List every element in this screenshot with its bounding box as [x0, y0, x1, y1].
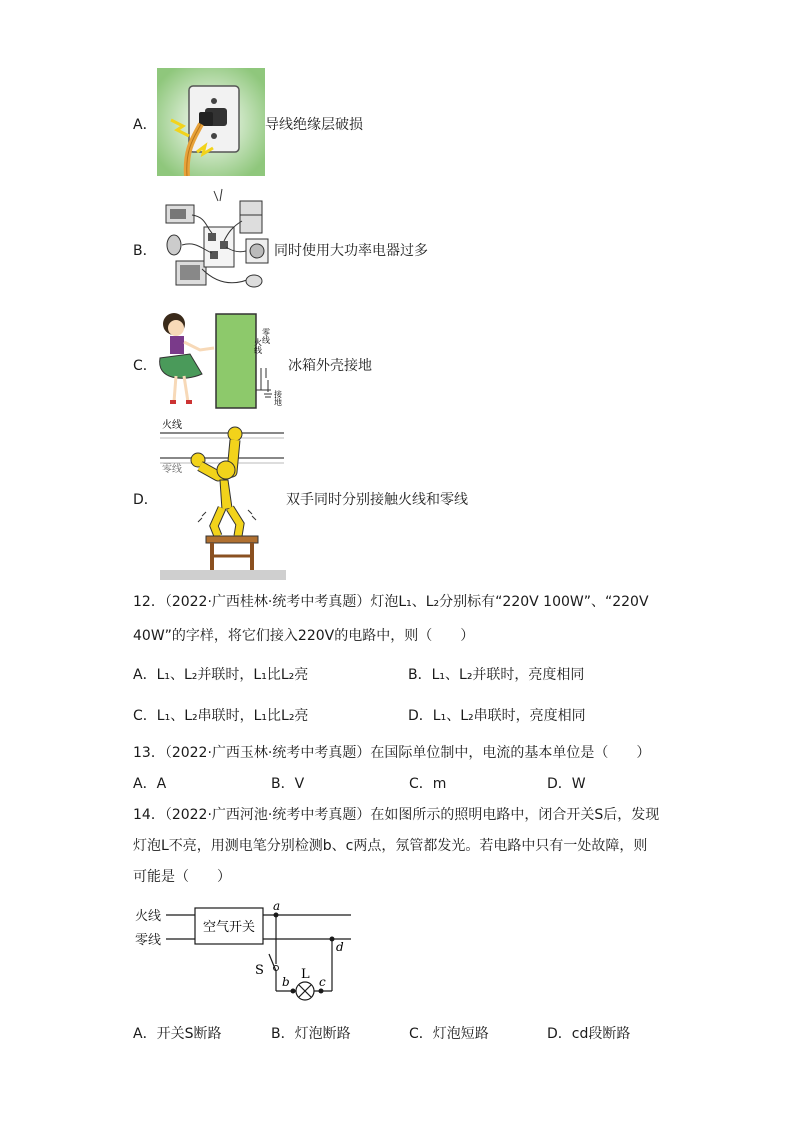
q13-stem: 13．（2022·广西玉林·统考中考真题）在国际单位制中，电流的基本单位是（ ） [133, 745, 651, 761]
q14-stem-line2: 灯泡L不亮，用测电笔分别检测b、c两点，氖管都发光。若电路中只有一处故障，则 [133, 838, 648, 854]
node-a-label: a [273, 899, 281, 913]
q14-option-a: A．开关S断路 [133, 1026, 222, 1042]
option-a-letter: A． [133, 117, 157, 133]
q12-option-a: A．L₁、L₂并联时，L₁比L₂亮 [133, 667, 309, 683]
q14-stem-line3: 可能是（ ） [133, 869, 231, 885]
node-d-label: d [336, 940, 344, 954]
option-b-text: 同时使用大功率电器过多 [274, 243, 428, 259]
q14-option-c: C．灯泡短路 [409, 1026, 489, 1042]
option-a-text: 导线绝缘层破损 [265, 117, 363, 133]
q12-stem-line2: 40W”的字样，将它们接入220V的电路中，则（ ） [133, 628, 475, 644]
air-breaker-label: 空气开关 [202, 920, 256, 935]
option-b-letter: B． [133, 243, 157, 259]
q12-option-d: D．L₁、L₂串联时，亮度相同 [408, 708, 586, 724]
option-d-letter: D． [133, 492, 158, 508]
q14-option-b: B．灯泡断路 [271, 1026, 351, 1042]
circuit-live-label: 火线 [135, 909, 162, 924]
option-c-letter: C． [133, 358, 157, 374]
option-d-text: 双手同时分别接触火线和零线 [286, 492, 468, 508]
circuit-neutral-label: 零线 [135, 933, 162, 948]
q12-option-b: B．L₁、L₂并联时，亮度相同 [408, 667, 585, 683]
q14-stem-line1: 14．（2022·广西河池·统考中考真题）在如图所示的照明电路中，闭合开关S后，发现 [133, 807, 660, 823]
lighting-circuit-diagram [133, 898, 358, 1002]
q13-option-c: C．m [409, 776, 447, 792]
q13-option-a: A．A [133, 776, 167, 792]
q14-option-d: D．cd段断路 [547, 1026, 631, 1042]
q13-option-b: B．V [271, 776, 305, 792]
neutral-wire-label: 零线 [162, 464, 182, 475]
q13-option-d: D．W [547, 776, 586, 792]
lamp-l-label: L [301, 967, 310, 982]
damaged-wire-illustration [157, 68, 265, 176]
live-wire-label: 火线 [162, 420, 182, 431]
q12-stem-line1: 12．（2022·广西桂林·统考中考真题）灯泡L₁、L₂分别标有“220V 100W”、“220V [133, 594, 649, 610]
overloaded-outlet-illustration [162, 187, 272, 297]
grounded-fridge-illustration [154, 310, 290, 412]
node-c-label: c [319, 975, 326, 989]
fridge-ground-label: 接地 [273, 390, 283, 406]
fridge-live-label: 火线 [253, 338, 263, 354]
q12-option-c: C．L₁、L₂串联时，L₁比L₂亮 [133, 708, 309, 724]
electrocution-illustration [160, 414, 286, 580]
switch-s-label: S [255, 963, 264, 978]
fridge-neutral-label: 零线 [261, 328, 271, 344]
node-b-label: b [282, 975, 290, 989]
option-c-text: 冰箱外壳接地 [288, 358, 372, 374]
